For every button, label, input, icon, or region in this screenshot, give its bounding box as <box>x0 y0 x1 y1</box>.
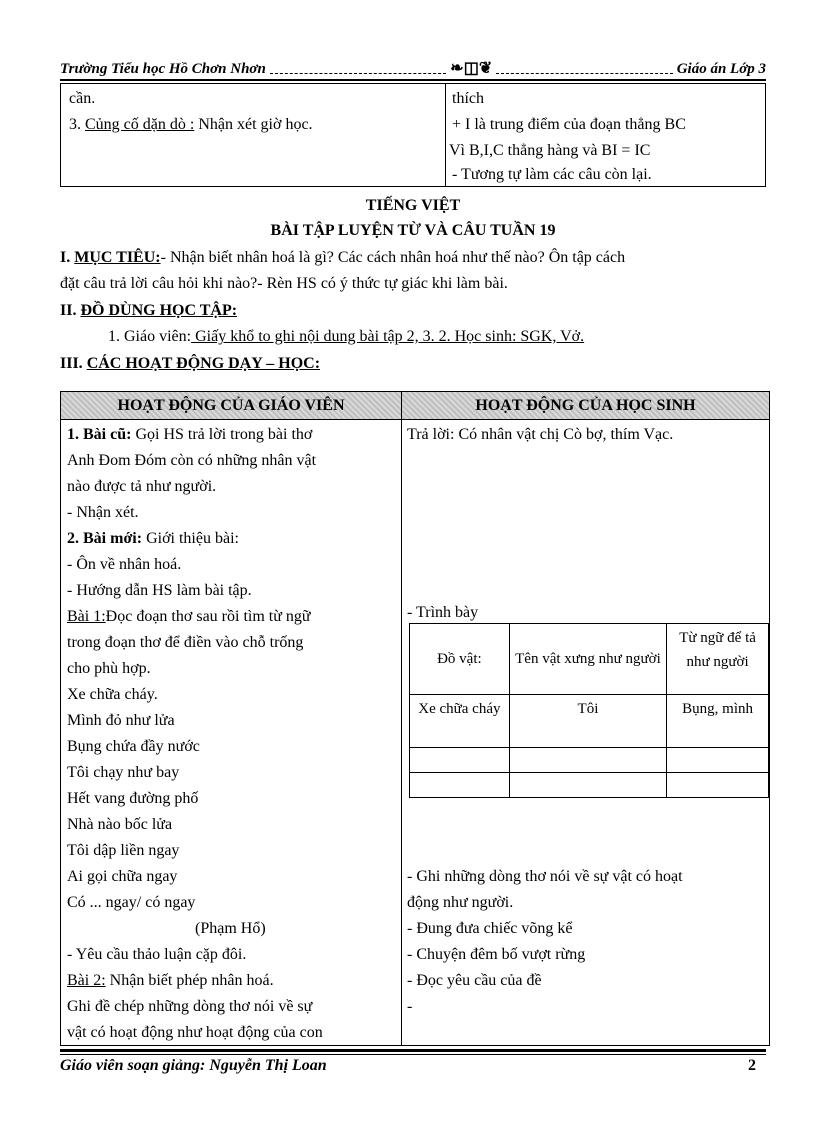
table-row <box>410 773 769 798</box>
student-column-header: HOẠT ĐỘNG CỦA HỌC SINH <box>475 397 696 414</box>
student-line: - <box>407 998 413 1015</box>
author-name: Giáo viên soạn giảng: Nguyễn Thị Loan <box>60 1057 327 1074</box>
table-cell: Bụng, mình <box>667 695 769 748</box>
header-rule <box>60 79 766 81</box>
activities-heading: III. CÁC HOẠT ĐỘNG DẠY – HỌC: <box>60 355 321 372</box>
school-name: Trường Tiểu học Hồ Chơn Nhơn <box>60 61 266 77</box>
subject-title: TIẾNG VIỆT <box>365 197 461 214</box>
table-cell: Đồ vật: <box>410 624 510 695</box>
poem-line: Mình đỏ như lửa <box>67 712 175 729</box>
teacher-line: 2. Bài mới: Giới thiệu bài: <box>67 530 239 547</box>
table-cell: Tên vật xưng như người <box>509 624 666 695</box>
teacher-column-header: HOẠT ĐỘNG CỦA GIÁO VIÊN <box>117 397 345 414</box>
materials-heading: II. ĐỒ DÙNG HỌC TẬP: <box>60 302 238 319</box>
teacher-line: Ghi đề chép những dòng thơ nói về sự <box>67 998 313 1015</box>
teacher-line: - Nhận xét. <box>67 504 139 521</box>
poem-line: Bụng chứa đầy nước <box>67 738 200 755</box>
student-line: - Đọc yêu cầu của đề <box>407 972 542 989</box>
teacher-line: - Ôn về nhân hoá. <box>67 556 182 573</box>
teacher-line: trong đoạn thơ để điền vào chỗ trống <box>67 634 304 651</box>
footer-rule <box>60 1054 766 1055</box>
objectives-text: đặt câu trả lời câu hỏi khi nào?- Rèn HS có ý thức tự giác khi làm bài. <box>60 275 508 292</box>
table-row <box>410 695 769 748</box>
teacher-line: - Hướng dẫn HS làm bài tập. <box>67 582 252 599</box>
prev-right-line: - Tương tự làm các câu còn lại. <box>452 166 652 183</box>
prev-left-line: 3. Củng cố dặn dò : Nhận xét giờ học. <box>69 116 313 133</box>
student-line: - Chuyện đêm bố vượt rừng <box>407 946 586 963</box>
header-dash <box>270 73 446 74</box>
personification-table <box>409 623 769 798</box>
previous-lesson-table <box>60 84 766 187</box>
poem-line: Nhà nào bốc lửa <box>67 816 173 833</box>
teacher-line: cho phù hợp. <box>67 660 151 677</box>
subject-grade: Giáo án Lớp 3 <box>676 61 767 77</box>
teacher-line: nào được tả như người. <box>67 478 217 495</box>
page-header <box>60 56 766 78</box>
teacher-line: vật có hoạt động như hoạt động của con <box>67 1024 323 1041</box>
page-footer <box>60 1057 766 1075</box>
page-number: 2 <box>748 1057 756 1074</box>
column-divider <box>401 392 402 1045</box>
table-cell <box>410 773 510 798</box>
teacher-line: Bài 1:Đọc đoạn thơ sau rồi tìm từ ngữ <box>67 608 311 625</box>
table-row <box>410 624 769 695</box>
header-dash <box>496 73 672 74</box>
activities-table <box>60 391 770 1046</box>
teacher-line: - Yêu cầu thảo luận cặp đôi. <box>67 946 247 963</box>
column-divider <box>445 84 446 186</box>
student-line: - Đung đưa chiếc võng kể <box>407 920 573 937</box>
table-cell: Xe chữa cháy <box>410 695 510 748</box>
footer-rule <box>60 1049 766 1052</box>
table-cell: Từ ngữ để tả như người <box>667 624 769 695</box>
table-cell <box>667 773 769 798</box>
table-cell <box>509 748 666 773</box>
table-row <box>410 748 769 773</box>
teacher-line: 1. Bài cũ: Gọi HS trả lời trong bài thơ <box>67 426 313 443</box>
student-line: động như người. <box>407 894 514 911</box>
book-ornament-icon: ❧◫❦ <box>450 60 493 77</box>
student-line: - Trình bày <box>407 604 479 621</box>
materials-text: 1. Giáo viên: Giấy khổ to ghi nội dung bài tập 2, 3. 2. Học sinh: SGK, Vở. <box>108 328 585 345</box>
objectives: I. MỤC TIÊU:- Nhận biết nhân hoá là gì? Các cách nhân hoá như thế nào? Ôn tập cách <box>60 249 626 266</box>
table-cell: Tôi <box>509 695 666 748</box>
prev-left-line: cần. <box>69 90 96 107</box>
poem-line: Tôi dập liền ngay <box>67 842 180 859</box>
poem-line: Ai gọi chữa ngay <box>67 868 178 885</box>
table-cell <box>667 748 769 773</box>
table-cell <box>410 748 510 773</box>
table-cell <box>509 773 666 798</box>
student-line: - Ghi những dòng thơ nói về sự vật có hoạt <box>407 868 683 885</box>
poem-author: (Phạm Hổ) <box>195 920 266 937</box>
teacher-line: Anh Đom Đóm còn có những nhân vật <box>67 452 317 469</box>
lesson-title: BÀI TẬP LUYỆN TỪ VÀ CÂU TUẦN 19 <box>270 222 556 239</box>
poem-line: Có ... ngay/ có ngay <box>67 894 196 911</box>
student-line: Trả lời: Có nhân vật chị Cò bợ, thím Vạc. <box>407 426 674 443</box>
teacher-line: Xe chữa cháy. <box>67 686 158 703</box>
prev-right-line: + I là trung điểm của đoạn thẳng BC <box>452 116 686 133</box>
poem-line: Tôi chạy như bay <box>67 764 180 781</box>
poem-line: Hết vang đường phố <box>67 790 199 807</box>
teacher-line: Bài 2: Nhận biết phép nhân hoá. <box>67 972 274 989</box>
prev-right-line: thích <box>452 90 484 107</box>
prev-right-line: Vì B,I,C thẳng hàng và BI = IC <box>449 142 651 159</box>
